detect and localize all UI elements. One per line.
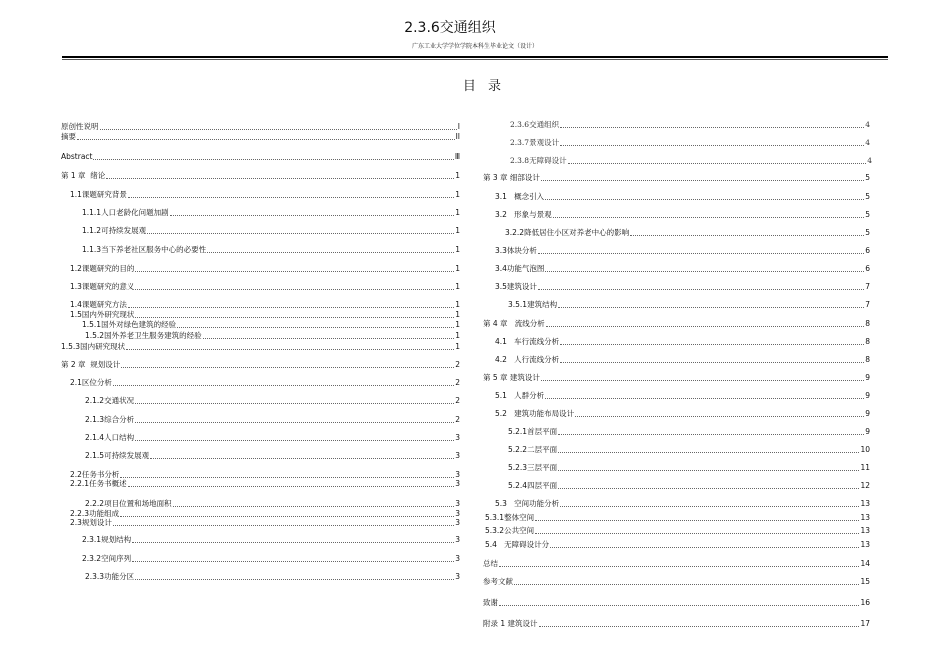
toc-entry-page: 4 [867,156,872,165]
toc-entry-label: 3.5建筑设计 [495,282,537,291]
dot-leader [135,317,454,318]
dot-leader [135,271,454,272]
dot-leader [550,547,859,548]
toc-entry-page: 2 [455,396,460,405]
toc-entry-label: 4.1 车行流线分析 [495,337,560,346]
toc-entry-page: 1 [455,264,460,273]
toc-entry-page: 1 [455,320,460,329]
toc-entry-page: 5 [865,173,870,182]
toc-entry-page: 1 [455,208,460,217]
toc-entry [70,518,460,528]
dot-leader [538,289,864,290]
toc-entry-page: 1 [455,282,460,291]
toc-entry-page: 8 [865,319,870,328]
toc-entry-page: 3 [455,535,460,544]
toc-entry-label: 2.1.2交通状况 [85,396,135,405]
toc-entry [85,572,460,582]
toc-entry-page: 1 [455,300,460,309]
toc-entry-label: 1.1.1人口老龄化问题加剧 [82,208,169,217]
toc-entry [70,479,460,489]
toc-entry [508,427,870,437]
toc-entry-page: 13 [860,499,870,508]
toc-entry [510,156,872,166]
toc-entry [61,132,460,142]
toc-entry-page: 1 [455,226,460,235]
dot-leader [630,235,864,236]
toc-entry [70,378,460,388]
toc-entry-page: 3 [455,518,460,527]
toc-entry-page: 1 [455,342,460,351]
toc-entry [85,433,460,443]
dot-leader [553,217,865,218]
toc-entry-page: 1 [455,245,460,254]
dot-leader [93,159,453,160]
toc-entry-label: 5.3.2公共空间 [485,526,535,535]
dot-leader [558,307,864,308]
toc-entry-label: 5.4 无障碍设计分 [485,540,550,549]
toc-entry [82,554,460,564]
dot-leader [541,180,864,181]
dot-leader [558,452,859,453]
dot-leader [128,197,454,198]
toc-entry-page: 9 [865,391,870,400]
dot-leader [203,338,455,339]
toc-entry-page: 17 [860,619,870,628]
toc-entry [82,245,460,255]
toc-entry [82,320,460,330]
toc-entry-page: 1 [455,310,460,319]
toc-entry-label: 1.3课题研究的意义 [70,282,135,291]
toc-entry-page: 13 [860,540,870,549]
toc-entry [495,246,870,256]
toc-entry-page: 5 [865,210,870,219]
toc-entry-label: 第 2 章 规划设计 [61,360,121,369]
toc-entry [70,300,460,310]
toc-entry-label: 第 5 章 建筑设计 [483,373,540,382]
toc-entry [508,300,870,310]
toc-entry [495,337,870,347]
toc-entry-label: 1.2课题研究的目的 [70,264,135,273]
dot-leader [135,579,454,580]
toc-entry-label: 摘要 [61,132,76,141]
toc-entry [485,540,870,550]
toc-entry-page: 3 [455,499,460,508]
toc-entry-page: 4 [865,120,870,129]
toc-entry-page: 1 [455,190,460,199]
toc-entry-label: 2.2.1任务书概述 [70,479,127,488]
toc-entry-page: 3 [455,470,460,479]
toc-entry-label: 2.1.5可持续发展观 [85,451,150,460]
toc-entry-page: 3 [455,479,460,488]
toc-entry [508,445,870,455]
toc-entry [483,577,870,587]
toc-entry-page: 14 [860,559,870,568]
toc-entry-label: 1.1课题研究背景 [70,190,127,199]
toc-entry [85,331,460,341]
toc-entry-label: 5.1 人群分析 [495,391,545,400]
toc-entry [495,355,870,365]
toc-entry [505,228,870,238]
toc-entry-page: 12 [860,481,870,490]
toc-entry-page: 6 [865,264,870,273]
toc-entry-page: 3 [455,433,460,442]
toc-entry [61,360,460,370]
toc-entry-label: 3.3体块分析 [495,246,537,255]
dot-leader [113,525,454,526]
toc-entry [495,192,870,202]
dot-leader [538,253,864,254]
dot-leader [558,488,859,489]
toc-entry [70,310,460,320]
toc-entry [508,463,870,473]
toc-entry-label: 3.5.1建筑结构 [508,300,558,309]
toc-entry [61,152,460,162]
toc-entry-page: 5 [865,228,870,237]
toc-entry-label: 第 1 章 绪论 [61,171,106,180]
toc-entry [82,226,460,236]
dot-leader [135,403,454,404]
toc-entry-page: 3 [455,509,460,518]
toc-entry-label: 2.3.1规划结构 [82,535,132,544]
toc-entry [485,513,870,523]
toc-entry-label: 3.2 形象与景观 [495,210,552,219]
toc-entry [82,535,460,545]
dot-leader [120,516,454,517]
toc-entry-page: 11 [860,463,870,472]
toc-entry-label: 2.2.2项目位置和场地面积 [85,499,172,508]
toc-entry-label: 5.2.3三层平面 [508,463,558,472]
toc-entry-label: 第 3 章 细部设计 [483,173,540,182]
toc-entry-label: 参考文献 [483,577,513,586]
dot-leader [545,398,864,399]
toc-entry-label: 4.2 人行流线分析 [495,355,560,364]
toc-entry [85,451,460,461]
header-rule-thin [62,59,888,60]
dot-leader [147,233,454,234]
dot-leader [568,163,867,164]
dot-leader [535,533,859,534]
toc-entry-label: 附录 1 建筑设计 [483,619,538,628]
dot-leader [173,506,455,507]
toc-entry [483,373,870,383]
dot-leader [77,139,455,140]
toc-entry-page: II [455,132,460,141]
toc-entry-label: 2.3.2空间序列 [82,554,132,563]
toc-entry [510,138,870,148]
toc-entry-page: 7 [865,282,870,291]
toc-entry-page: 7 [865,300,870,309]
dot-leader [560,145,864,146]
dot-leader [150,458,454,459]
toc-entry [495,409,870,419]
toc-entry-label: 2.3.3功能分区 [85,572,135,581]
toc-entry-page: 8 [865,355,870,364]
toc-entry-page: Ⅲ [454,152,460,161]
dot-leader [128,307,454,308]
dot-leader [126,349,454,350]
toc-entry-label: 2.1区位分析 [70,378,112,387]
toc-entry-label: 3.2.2降低居住小区对养老中心的影响 [505,228,630,237]
toc-entry [61,342,460,352]
toc-entry [495,282,870,292]
toc-entry-page: 13 [860,526,870,535]
dot-leader [135,289,454,290]
toc-entry [70,282,460,292]
dot-leader [135,440,454,441]
toc-entry-label: 致谢 [483,598,498,607]
dot-leader [177,327,454,328]
dot-leader [132,542,454,543]
toc-entry-label: 2.1.3综合分析 [85,415,135,424]
dot-leader [113,385,454,386]
toc-entry-label: 1.1.3当下养老社区服务中心的必要性 [82,245,207,254]
toc-entry-label: 2.3.6交通组织 [510,120,560,129]
dot-leader [546,326,865,327]
toc-entry-page: 9 [865,373,870,382]
toc-entry-label: 2.3规划设计 [70,518,112,527]
toc-entry [85,415,460,425]
dot-leader [121,367,454,368]
toc-entry [510,120,870,130]
toc-entry-label: 1.5.2国外养老卫生服务建筑的经验 [85,331,202,340]
dot-leader [560,362,864,363]
dot-leader [539,626,860,627]
dot-leader [499,566,859,567]
toc-entry [495,499,870,509]
toc-entry [483,598,870,608]
toc-entry [483,559,870,569]
dot-leader [170,215,455,216]
dot-leader [545,199,864,200]
toc-entry-label: 2.2.3功能组成 [70,509,120,518]
toc-entry-page: 1 [455,171,460,180]
dot-leader [560,506,859,507]
toc-entry-page: 2 [455,378,460,387]
toc-entry-page: 10 [860,445,870,454]
toc-entry-page: I [457,122,460,131]
toc-entry-label: 1.5.1国外对绿色建筑的经验 [82,320,177,329]
toc-entry-label: 5.2 建筑功能布局设计 [495,409,575,418]
toc-entry-page: 3 [455,554,460,563]
dot-leader [558,434,864,435]
toc-entry-label: 5.3 空间功能分析 [495,499,560,508]
toc-entry-label: 5.3.1整体空间 [485,513,535,522]
toc-entry-label: 3.4功能气泡图 [495,264,545,273]
dot-leader [560,344,864,345]
dot-leader [535,520,859,521]
dot-leader [106,178,454,179]
toc-entry-page: 13 [860,513,870,522]
toc-entry-label: 2.1.4人口结构 [85,433,135,442]
toc-entry-page: 4 [865,138,870,147]
toc-entry-label: 第 4 章 流线分析 [483,319,545,328]
toc-entry-page: 3 [455,572,460,581]
toc-entry-label: 1.5.3国内研究现状 [61,342,126,351]
dot-leader [575,416,864,417]
toc-entry [483,173,870,183]
dot-leader [120,477,454,478]
toc-entry [495,210,870,220]
header-rule [62,56,888,58]
toc-entry-label: 2.3.7景观设计 [510,138,560,147]
dot-leader [100,129,457,130]
header-subtitle: 广东工业大学学位学院本科生毕业论文（设计） [411,43,538,50]
dot-leader [558,470,859,471]
toc-entry-label: 3.1 概念引入 [495,192,545,201]
dot-leader [541,380,864,381]
toc-entry-page: 9 [865,427,870,436]
dot-leader [128,486,455,487]
toc-entry-page: 6 [865,246,870,255]
running-title: 2.3.6交通组织 [404,20,496,36]
toc-entry [61,171,460,181]
toc-entry [82,208,460,218]
dot-leader [132,561,454,562]
toc-entry [483,619,870,629]
toc-entry-page: 2 [455,415,460,424]
toc-entry [61,122,460,132]
toc-heading: 目 录 [462,79,502,94]
toc-entry [70,190,460,200]
toc-entry [85,396,460,406]
toc-entry-page: 3 [455,451,460,460]
toc-entry-label: 1.4课题研究方法 [70,300,127,309]
toc-entry-page: 2 [455,360,460,369]
toc-entry-label: Abstract [61,152,93,161]
dot-leader [545,271,864,272]
dot-leader [499,605,859,606]
toc-entry [70,264,460,274]
toc-entry-page: 9 [865,409,870,418]
dot-leader [560,127,864,128]
toc-entry-label: 1.5国内外研究现状 [70,310,135,319]
dot-leader [207,252,454,253]
toc-entry-label: 5.2.2二层平面 [508,445,558,454]
toc-entry-label: 1.1.2可持续发展观 [82,226,147,235]
toc-entry [508,481,870,491]
toc-entry-label: 原创性说明 [61,122,99,131]
toc-entry-label: 5.2.1首层平面 [508,427,558,436]
toc-entry-label: 2.3.8无障碍设计 [510,156,567,165]
toc-entry [495,264,870,274]
toc-entry-page: 8 [865,337,870,346]
toc-entry [483,319,870,329]
toc-entry [495,391,870,401]
toc-entry-page: 5 [865,192,870,201]
toc-entry-label: 总结 [483,559,498,568]
toc-entry-page: 1 [455,331,460,340]
dot-leader [135,422,454,423]
dot-leader [514,584,859,585]
toc-entry-label: 5.2.4四层平面 [508,481,558,490]
toc-entry-page: 16 [860,598,870,607]
toc-entry-label: 2.2任务书分析 [70,470,120,479]
toc-entry-page: 15 [860,577,870,586]
toc-entry [85,499,460,509]
toc-entry [485,526,870,536]
